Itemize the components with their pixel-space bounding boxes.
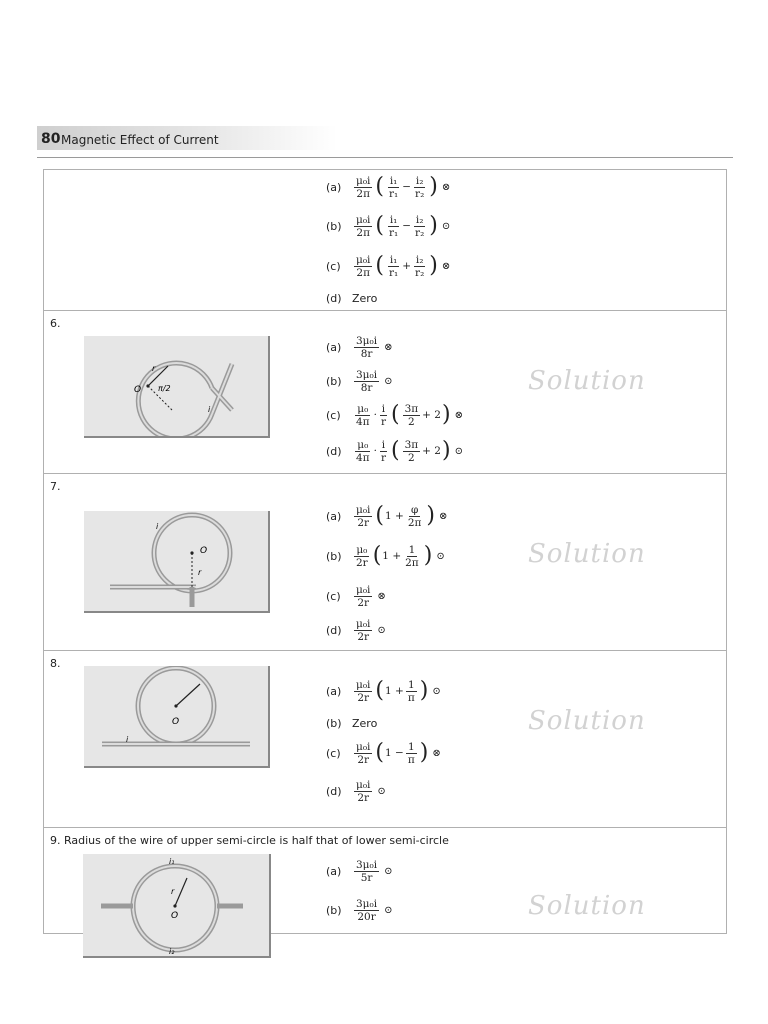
option-label: (b)	[326, 219, 342, 233]
solution-watermark: Solution	[528, 539, 646, 569]
out-of-page-icon: ⊙	[377, 624, 386, 636]
out-of-page-icon: ⊙	[454, 445, 463, 457]
option-c	[326, 251, 450, 281]
option-label: (c)	[326, 259, 341, 273]
option-label: (a)	[326, 180, 342, 194]
two-semicircle-diagram	[83, 854, 269, 956]
option-formula: $\frac{\text{μ₀i}}{2\pi}$ ( $\frac{\text{i₁}}{\text{r₁}}$ + $\frac{\text{i₂}}{\text{r₂}}$ ) ⊗	[356, 253, 451, 279]
loop-figure	[84, 511, 270, 613]
svg-text:O: O	[172, 717, 180, 727]
out-of-page-icon: ⊙	[432, 685, 441, 697]
into-page-icon: ⊗	[441, 260, 451, 272]
loop-figure	[84, 336, 270, 438]
question-text: 9. Radius of the wire of upper semi-circle is half that of lower semi-circle	[50, 834, 449, 847]
option-d: (d) $\frac{\text{μ₀i}}{2r}$ ⊙	[326, 617, 386, 643]
svg-text:r: r	[152, 364, 156, 373]
out-of-page-icon: ⊙	[384, 865, 393, 877]
question-row-6	[44, 310, 726, 474]
out-of-page-icon: ⊙	[441, 220, 451, 232]
option-label: (d)	[326, 291, 342, 305]
circular-loop-diagram	[84, 511, 268, 611]
page-number: 80	[41, 131, 61, 147]
solution-watermark: Solution	[528, 891, 646, 921]
option-a: (a) $\frac{\text{μ₀i}}{2r}$ ( 1 + $\frac{\varphi}{2\pi}$ ) ⊗	[326, 503, 448, 529]
out-of-page-icon: ⊙	[377, 785, 386, 797]
svg-text:i: i	[126, 735, 129, 744]
circle-on-line-diagram	[84, 666, 268, 766]
option-a	[326, 172, 450, 202]
svg-text:i₁: i₁	[169, 857, 175, 866]
out-of-page-icon: ⊙	[384, 375, 393, 387]
option-c: (c) $\frac{\text{μ₀}}{4\pi}$ · $\frac{i}{r}$ ( $\frac{3\pi}{2}$ + 2 ) ⊗	[326, 402, 463, 428]
question-row-7	[44, 473, 726, 651]
question-number: 8.	[50, 657, 61, 670]
svg-text:i: i	[156, 522, 159, 531]
option-b: (b) Zero	[326, 716, 378, 730]
svg-text:O: O	[171, 911, 179, 921]
loop-figure	[84, 666, 270, 768]
svg-text:O: O	[134, 385, 142, 395]
svg-text:i: i	[208, 405, 211, 414]
option-d	[326, 283, 377, 313]
option-b: (b) $\frac{\text{3μ₀i}}{20r}$ ⊙	[326, 897, 393, 923]
svg-text:i₂: i₂	[169, 947, 175, 956]
option-c: (c) $\frac{\text{μ₀i}}{2r}$ ⊗	[326, 583, 386, 609]
into-page-icon: ⊗	[441, 181, 451, 193]
out-of-page-icon: ⊙	[384, 904, 393, 916]
out-of-page-icon: ⊙	[436, 550, 445, 562]
option-c: (c) $\frac{\text{μ₀i}}{2r}$ ( 1 − $\frac{1}{\pi}$ ) ⊗	[326, 740, 441, 766]
into-page-icon: ⊗	[454, 409, 463, 421]
into-page-icon: ⊗	[439, 510, 448, 522]
header-rule	[37, 157, 733, 158]
svg-text:π/2: π/2	[158, 384, 171, 393]
option-text: Zero	[352, 291, 378, 305]
svg-text:r: r	[171, 887, 175, 896]
into-page-icon: ⊗	[384, 341, 393, 353]
question-row-5	[44, 170, 726, 311]
q9-figure	[83, 854, 271, 958]
fish-loop-diagram	[84, 336, 268, 436]
svg-text:r: r	[198, 568, 202, 577]
option-b: (b) $\frac{\text{μ₀}}{2r}$ ( 1 + $\frac{1}{2\pi}$ ) ⊙	[326, 543, 445, 569]
chapter-title: Magnetic Effect of Current	[61, 133, 219, 147]
page-header	[37, 126, 337, 150]
question-table	[43, 169, 727, 934]
question-number: 6.	[50, 317, 61, 330]
question-row-8	[44, 650, 726, 828]
into-page-icon: ⊗	[377, 590, 386, 602]
option-b	[326, 211, 450, 241]
option-d: (d) $\frac{\text{μ₀i}}{2r}$ ⊙	[326, 778, 386, 804]
option-a: (a) $\frac{\text{3μ₀i}}{8r}$ ⊗	[326, 334, 393, 360]
svg-text:O: O	[200, 546, 208, 556]
option-formula: $\frac{\text{μ₀i}}{2\pi}$ ( $\frac{\text{i₁}}{\text{r₁}}$ − $\frac{\text{i₂}}{\text{r₂}}$ ) ⊙	[356, 213, 451, 239]
question-number: 7.	[50, 480, 61, 493]
option-d: (d) $\frac{\text{μ₀}}{4\pi}$ · $\frac{i}{r}$ ( $\frac{3\pi}{2}$ + 2 ) ⊙	[326, 438, 463, 464]
option-b: (b) $\frac{\text{3μ₀i}}{8r}$ ⊙	[326, 368, 393, 394]
option-a: (a) $\frac{\text{3μ₀i}}{5r}$ ⊙	[326, 858, 393, 884]
option-formula: $\frac{\text{μ₀i}}{2\pi}$ ( $\frac{\text{i₁}}{\text{r₁}}$ − $\frac{\text{i₂}}{\text{r₂}}$ ) ⊗	[356, 174, 451, 200]
option-a: (a) $\frac{\text{μ₀i}}{2r}$ ( 1 + $\frac{1}{\pi}$ ) ⊙	[326, 678, 441, 704]
solution-watermark: Solution	[528, 366, 646, 396]
into-page-icon: ⊗	[432, 747, 441, 759]
solution-watermark: Solution	[528, 706, 646, 736]
